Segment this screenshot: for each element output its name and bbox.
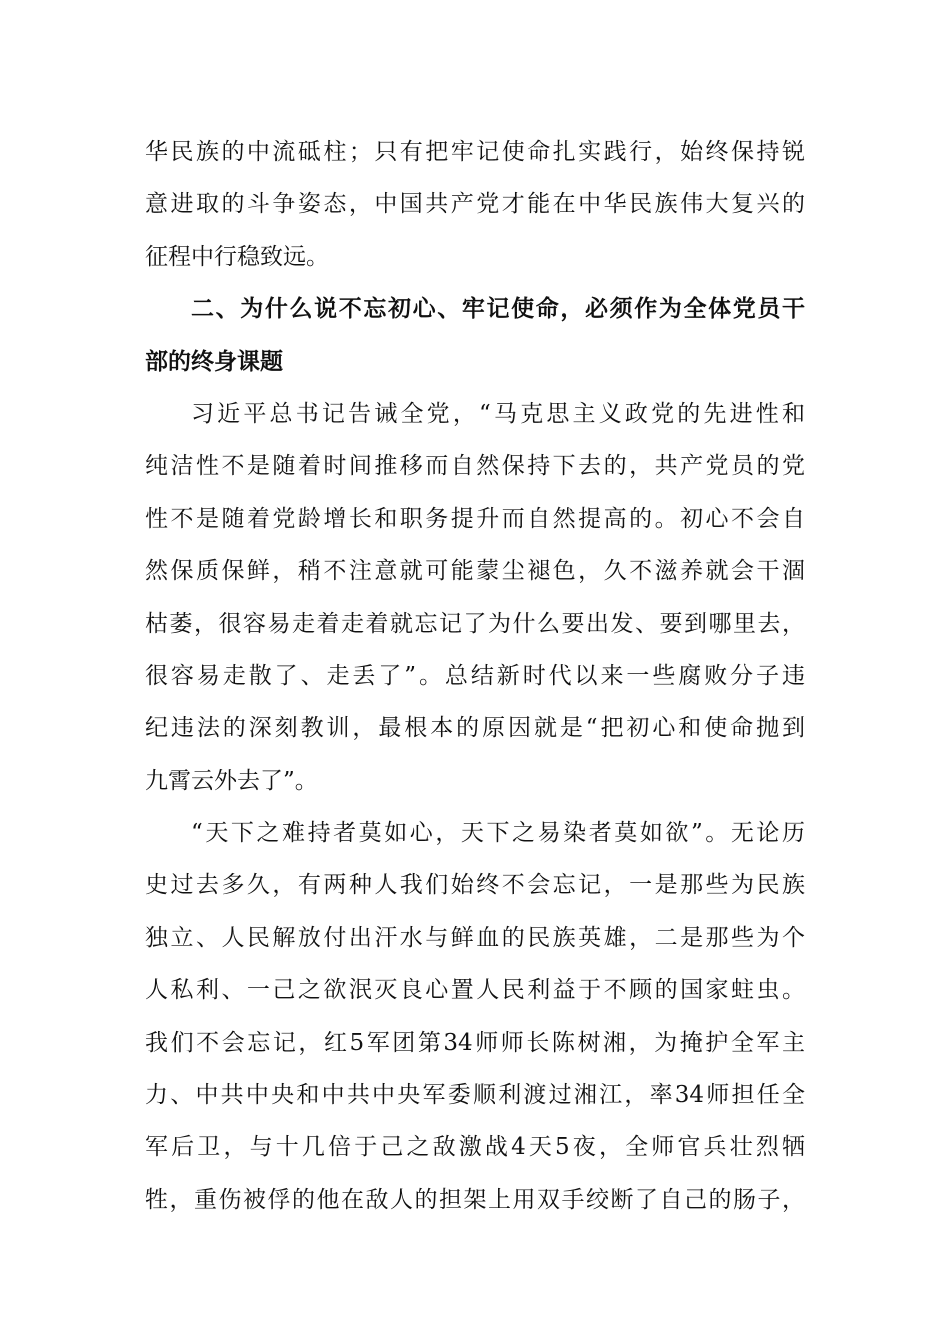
paragraph-heroes <box>145 807 805 1226</box>
text-line: 纪违法的深刻教训，最根本的原因就是“把初心和使命抛到 <box>145 715 805 742</box>
paragraph-continuation <box>145 126 805 283</box>
heading-line: 二、为什么说不忘初心、牢记使命，必须作为全体党员干 <box>191 296 805 323</box>
text-line: 人私利、一己之欲泯灭良心置人民利益于不顾的国家蛀虫。 <box>145 977 805 1004</box>
text-line: 独立、人民解放付出汗水与鲜血的民族英雄，二是那些为个 <box>145 924 805 951</box>
heading-line: 部的终身课题 <box>145 348 283 375</box>
text-line: 习近平总书记告诫全党，“马克思主义政党的先进性和 <box>191 400 805 427</box>
text-line: 华民族的中流砥柱；只有把牢记使命扎实践行，始终保持锐 <box>145 139 805 165</box>
text-line: 九霄云外去了”。 <box>145 767 318 794</box>
text-line: 军后卫，与十几倍于己之敌激战4天5夜，全师官兵壮烈牺 <box>145 1134 805 1161</box>
text-line: “天下之难持者莫如心，天下之易染者莫如欲”。无论历 <box>191 820 805 847</box>
text-line: 枯萎，很容易走着走着就忘记了为什么要出发、要到哪里去， <box>145 610 805 637</box>
text-line: 性不是随着党龄增长和职务提升而自然提高的。初心不会自 <box>145 505 805 532</box>
text-line: 征程中行稳致远。 <box>145 243 329 270</box>
text-line: 力、中共中央和中共中央军委顺利渡过湘江，率34师担任全 <box>145 1082 805 1109</box>
text-line: 纯洁性不是随着时间推移而自然保持下去的，共产党员的党 <box>145 453 805 480</box>
paragraph-quote-xi <box>145 388 805 807</box>
text-line: 然保质保鲜，稍不注意就可能蒙尘褪色，久不滋养就会干涸 <box>145 558 805 585</box>
text-line: 很容易走散了、走丢了”。总结新时代以来一些腐败分子违 <box>145 662 805 689</box>
section-heading <box>145 283 805 388</box>
text-line: 牲，重伤被俘的他在敌人的担架上用双手绞断了自己的肠子， <box>145 1186 805 1213</box>
text-line: 我们不会忘记，红5军团第34师师长陈树湘，为掩护全军主 <box>145 1029 805 1056</box>
document-body <box>145 126 805 1226</box>
text-line: 意进取的斗争姿态，中国共产党才能在中华民族伟大复兴的 <box>145 191 805 218</box>
text-line: 史过去多久，有两种人我们始终不会忘记，一是那些为民族 <box>145 872 805 899</box>
